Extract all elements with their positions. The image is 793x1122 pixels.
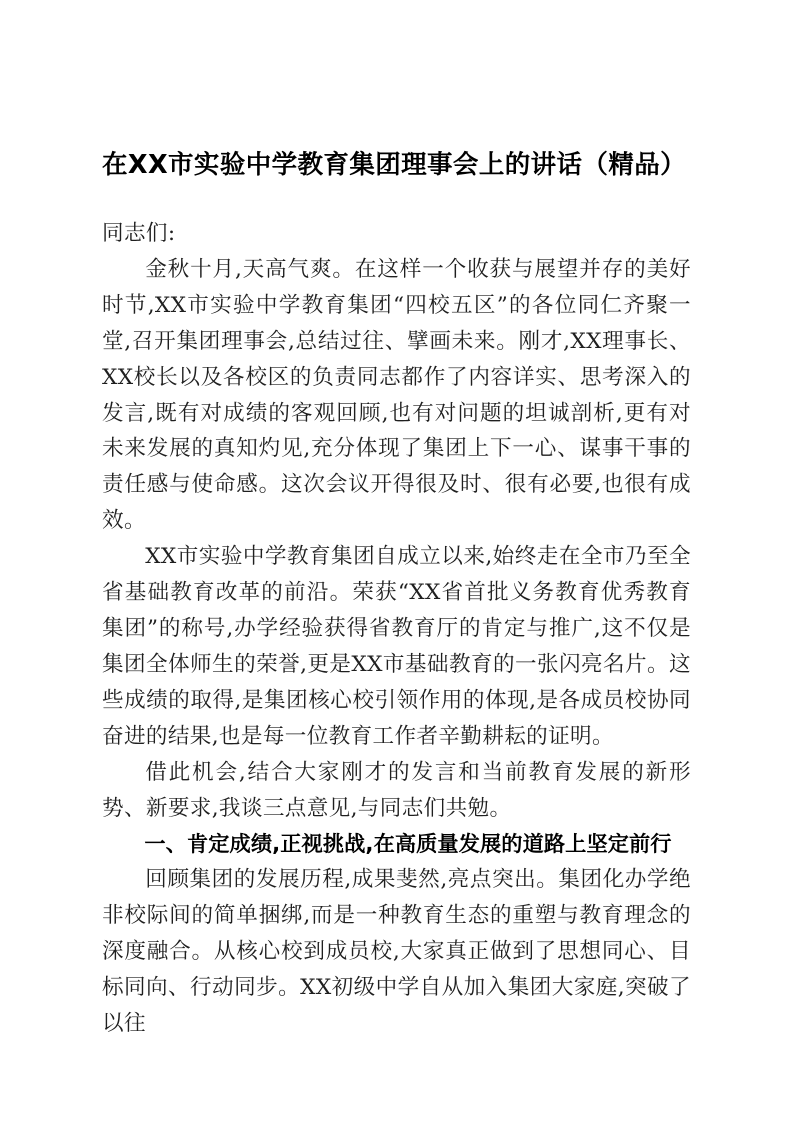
section-1-paragraph-1: 回顾集团的发展历程,成果斐然,亮点突出。集团化办学绝非校际间的简单捆绑,而是一种教育生态的重塑与教育理念的深度融合。从核心校到成员校,大家真正做到了思想同心、目标同向、行动同步。XX初级中学自从加入集团大家庭,突破了以往 [102, 867, 691, 1036]
body-paragraph-1: 金秋十月,天高气爽。在这样一个收获与展望并存的美好时节,XX市实验中学教育集团“四校五区”的各位同仁齐聚一堂,召开集团理事会,总结过往、擘画未来。刚才,XX理事长、XX校长以及各校区的负责同志都作了内容详实、思考深入的发言,既有对成绩的客观回顾,也有对问题的坦诚剖析,更有对未来发展的真知灼见,充分体现了集团上下一心、谋事干事的责任感与使命感。这次会议开得很及时、很有必要,也很有成效。 [102, 256, 691, 534]
document-content [102, 148, 691, 1042]
salutation-line: 同志们: [102, 221, 176, 246]
body-paragraph-3: 借此机会,结合大家刚才的发言和当前教育发展的新形势、新要求,我谈三点意见,与同志们共勉。 [102, 759, 691, 821]
section-heading-1: 一、肯定成绩,正视挑战,在高质量发展的道路上坚定前行 [144, 831, 672, 857]
body-paragraph-2: XX市实验中学教育集团自成立以来,始终走在全市乃至全省基础教育改革的前沿。荣获“XX省首批义务教育优秀教育集团”的称号,办学经验获得省教育厅的肯定与推广,这不仅是集团全体师生的荣誉,更是XX市基础教育的一张闪亮名片。这些成绩的取得,是集团核心校引领作用的体现,是各成员校协同奋进的结果,也是每一位教育工作者辛勤耕耘的证明。 [102, 544, 691, 749]
page-title: 在XX市实验中学教育集团理事会上的讲话（精品） [102, 150, 687, 180]
